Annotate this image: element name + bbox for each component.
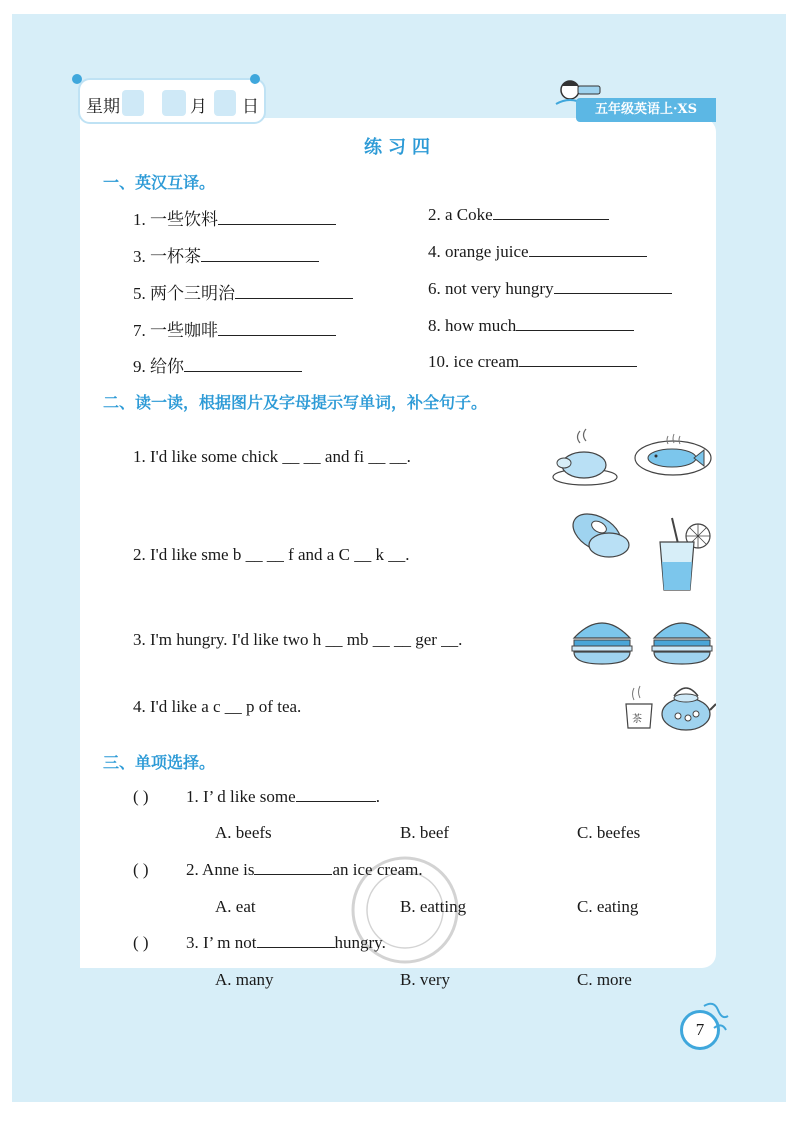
answer-blank[interactable]: [201, 247, 319, 262]
question-stem: 2. Anne is an ice cream.: [186, 860, 423, 879]
section2-heading: 二、读一读，根据图片及字母提示写单词，补全句子。: [103, 393, 488, 412]
answer-blank[interactable]: [218, 210, 336, 225]
answer-paren[interactable]: ( ): [133, 933, 149, 952]
hamburger-picture: [650, 612, 714, 666]
decor-dot-icon: [250, 74, 260, 84]
section1-heading: 一、英汉互译。: [103, 173, 216, 192]
question-stem: 3. I’ m not hungry.: [186, 933, 386, 952]
option-b[interactable]: B. beef: [400, 823, 450, 842]
answer-blank[interactable]: [218, 321, 336, 336]
month-blank[interactable]: [162, 90, 186, 116]
option-b[interactable]: B. eatting: [400, 897, 467, 916]
coke-picture: [650, 512, 712, 594]
page-number: 7: [680, 1010, 720, 1050]
day-label: 日: [242, 97, 259, 117]
option-a[interactable]: A. beefs: [215, 823, 272, 842]
option-a[interactable]: A. many: [215, 970, 274, 989]
watermark-stamp: [340, 850, 470, 970]
page-title: 练习四: [364, 137, 436, 158]
answer-blank[interactable]: [529, 242, 647, 257]
hamburger-picture: [570, 612, 634, 666]
answer-blank[interactable]: [235, 284, 353, 299]
date-box: [78, 78, 266, 124]
day-blank[interactable]: [214, 90, 236, 116]
tea-picture: [622, 680, 716, 734]
option-c[interactable]: C. beefes: [577, 823, 641, 842]
answer-paren[interactable]: ( ): [133, 860, 149, 879]
translate-item: 6. not very hungry: [428, 279, 672, 299]
svg-text:茶: 茶: [632, 714, 642, 725]
chicken-picture: [550, 425, 620, 487]
answer-blank[interactable]: [554, 279, 672, 294]
translate-item: 3. 一杯茶: [133, 242, 319, 267]
option-c[interactable]: C. eating: [577, 897, 639, 916]
answer-blank[interactable]: [184, 357, 302, 372]
translate-item: 8. how much: [428, 316, 634, 336]
translate-item: 10. ice cream: [428, 352, 637, 372]
translate-item: 7. 一些咖啡: [133, 316, 336, 341]
translate-item: 5. 两个三明治: [133, 279, 353, 304]
answer-blank[interactable]: [516, 316, 634, 331]
book-tag: 五年级英语上·XS: [576, 98, 716, 122]
wave-decoration-icon: [700, 1000, 730, 1036]
question-stem: 1. I’ d like some .: [186, 787, 380, 806]
answer-blank[interactable]: [296, 787, 376, 802]
weekday-label: 星期: [86, 97, 120, 117]
answer-blank[interactable]: [519, 352, 637, 367]
translate-item: 1. 一些饮料: [133, 205, 336, 230]
answer-blank[interactable]: [493, 205, 609, 220]
answer-paren[interactable]: ( ): [133, 787, 149, 806]
sentence-item: 4. I'd like a c __ p of tea.: [133, 697, 302, 716]
weekday-blank[interactable]: [122, 90, 144, 116]
month-label: 月: [190, 97, 207, 117]
answer-blank[interactable]: [257, 933, 335, 948]
sentence-item: 2. I'd like sme b __ __ f and a C __ k __.: [133, 545, 410, 564]
option-b[interactable]: B. very: [400, 970, 451, 989]
decor-dot-icon: [72, 74, 82, 84]
fish-picture: [632, 430, 714, 478]
option-a[interactable]: A. eat: [215, 897, 256, 916]
sentence-item: 3. I'm hungry. I'd like two h __ mb __ __ ger __.: [133, 630, 463, 649]
answer-blank[interactable]: [254, 860, 332, 875]
translate-item: 4. orange juice: [428, 242, 647, 262]
sentence-item: 1. I'd like some chick __ __ and fi __ __.: [133, 447, 411, 466]
translate-item: 2. a Coke: [428, 205, 609, 225]
translate-item: 9. 给你: [133, 352, 302, 377]
section3-heading: 三、单项选择。: [103, 753, 216, 772]
beef-picture: [565, 505, 637, 563]
option-c[interactable]: C. more: [577, 970, 632, 989]
